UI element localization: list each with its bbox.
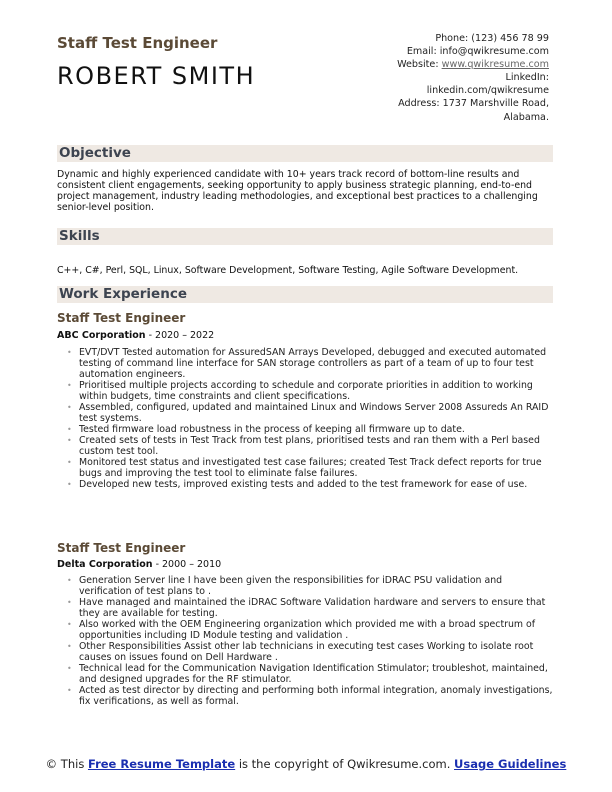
address-line-2: Alabama. <box>503 111 549 123</box>
job-company <box>57 559 221 570</box>
website-label: Website: <box>397 59 442 71</box>
list-item: • Other Responsibilities Assist other lab technicians in executing test cases Working to isolate root causes on issues found on Dell Hardware . <box>67 641 557 663</box>
contact-block <box>397 32 549 124</box>
list-item: • Also worked with the OEM Engineering organization which provided me with a broad spectrum of opportunities including ID Module testing and validation . <box>67 619 557 641</box>
email: Email: info@qwikresume.com <box>406 46 549 58</box>
website <box>397 58 549 71</box>
footer-prefix: © This <box>45 757 88 771</box>
list-item: • Monitored test status and investigated test case failures; created Test Track defect reports for true bugs and improving the test tool to eliminate false failures. <box>67 457 557 479</box>
free-resume-template-link[interactable]: Free Resume Template <box>87 757 236 771</box>
work-heading: Work Experience <box>57 286 553 303</box>
list-item: • Developed new tests, improved existing tests and added to the test framework for ease of use. <box>67 479 557 490</box>
phone: Phone: (123) 456 78 99 <box>435 33 549 44</box>
list-item: • Have managed and maintained the iDRAC Software Validation hardware and servers to ensure that they are available for testing. <box>67 597 557 619</box>
job-dates: - 2000 – 2010 <box>152 559 222 570</box>
objective-text: Dynamic and highly experienced candidate with 10+ years track record of bottom-line results and consistent client engagements, seeking opportunity to apply business strategic planning, end-to-end project management, industry leading methodologies, and exceptional best practices to a challenging senior-level position. <box>57 169 538 213</box>
skills-text: C++, C#, Perl, SQL, Linux, Software Development, Software Testing, Agile Software Development. <box>57 265 519 276</box>
list-item: • Created sets of tests in Test Track from test plans, prioritised tests and ran them with a Perl based custom test tool. <box>67 435 557 457</box>
usage-guidelines-link[interactable]: Usage Guidelines <box>454 757 567 771</box>
candidate-name: ROBERT SMITH <box>57 62 256 90</box>
list-item: • Technical lead for the Communication Navigation Identification Stimulator; troubleshot, maintained, and designed upgrades for the RF stimulator. <box>67 663 557 685</box>
copyright-footer <box>0 757 612 771</box>
list-item: • Acted as test director by directing and performing both informal integration, anomaly investigations, fix verifications, as well as formal. <box>67 685 557 707</box>
linkedin: linkedin.com/qwikresume <box>426 85 549 97</box>
resume-title: Staff Test Engineer <box>57 34 218 52</box>
company-name: Delta Corporation <box>57 559 153 570</box>
footer-middle: is the copyright of Qwikresume.com. <box>235 757 455 771</box>
address-line-1: Address: 1737 Marshville Road, <box>398 98 549 110</box>
list-item: • Assembled, configured, updated and maintained Linux and Windows Server 2008 Assureds An RAID test systems. <box>67 402 557 424</box>
job-title: Staff Test Engineer <box>57 541 186 555</box>
objective-heading: Objective <box>57 145 553 162</box>
job-company <box>57 330 214 341</box>
list-item: • Generation Server line I have been given the responsibilities for iDRAC PSU validation and verification of test plans to . <box>67 575 557 597</box>
job-dates: - 2020 – 2022 <box>145 330 215 341</box>
job-title: Staff Test Engineer <box>57 311 186 325</box>
job-bullets <box>67 575 557 707</box>
list-item: • Prioritised multiple projects according to schedule and corporate priorities in addition to working within budgets, time constraints and client specifications. <box>67 380 557 402</box>
list-item: • Tested firmware load robustness in the process of keeping all firmware up to date. <box>67 424 557 435</box>
skills-heading: Skills <box>57 228 553 245</box>
website-link[interactable]: www.qwikresume.com <box>441 59 549 71</box>
job-bullets <box>67 347 557 490</box>
linkedin-label: LinkedIn: <box>505 72 549 84</box>
company-name: ABC Corporation <box>57 330 146 341</box>
list-item: • EVT/DVT Tested automation for AssuredSAN Arrays Developed, debugged and executed automated testing of command line interface for SAN storage controllers as part of a team of up to four test automation engineers. <box>67 347 557 380</box>
